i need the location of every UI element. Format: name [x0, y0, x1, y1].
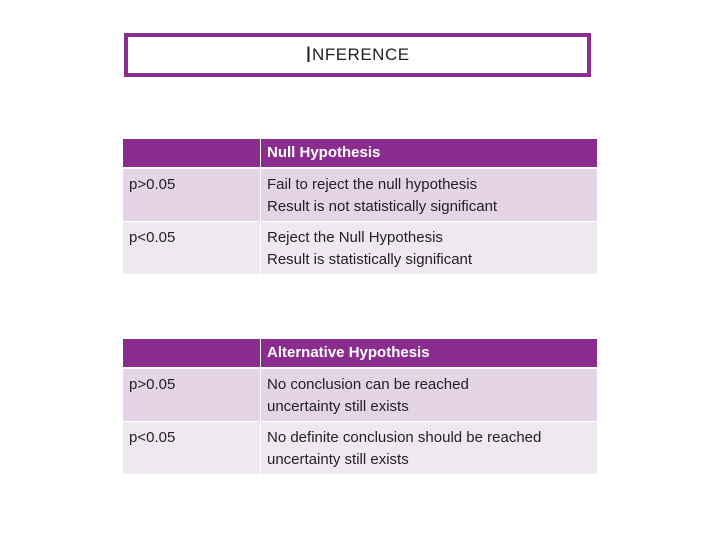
header-empty-cell [123, 139, 261, 169]
title-first-letter: I [305, 42, 313, 67]
null-hypothesis-header: Null Hypothesis [261, 139, 598, 169]
table-row [123, 368, 598, 422]
condition-cell: p<0.05 [123, 422, 261, 475]
alternative-hypothesis-table [122, 338, 598, 475]
header-empty-cell [123, 339, 261, 369]
result-line-2: Result is not statistically significant [267, 198, 498, 215]
condition-cell: p<0.05 [123, 222, 261, 275]
table-row [123, 168, 598, 222]
result-line-1: No definite conclusion should be reached [267, 429, 542, 446]
result-cell [261, 168, 598, 222]
title-rest: NFERENCE [312, 45, 410, 64]
result-cell [261, 222, 598, 275]
result-line-1: Reject the Null Hypothesis [267, 229, 443, 246]
alternative-hypothesis-header: Alternative Hypothesis [261, 339, 598, 369]
result-cell [261, 368, 598, 422]
result-line-1: Fail to reject the null hypothesis [267, 176, 478, 193]
result-line-1: No conclusion can be reached [267, 376, 469, 393]
result-line-2: Result is statistically significant [267, 251, 473, 268]
result-line-2: uncertainty still exists [267, 398, 409, 415]
result-cell [261, 422, 598, 475]
table-row [123, 222, 598, 275]
slide-title [124, 33, 591, 77]
condition-cell: p>0.05 [123, 368, 261, 422]
table-header-row [123, 339, 598, 369]
null-hypothesis-table [122, 138, 598, 275]
condition-cell: p>0.05 [123, 168, 261, 222]
table-header-row [123, 139, 598, 169]
result-line-2: uncertainty still exists [267, 451, 409, 468]
table-row [123, 422, 598, 475]
